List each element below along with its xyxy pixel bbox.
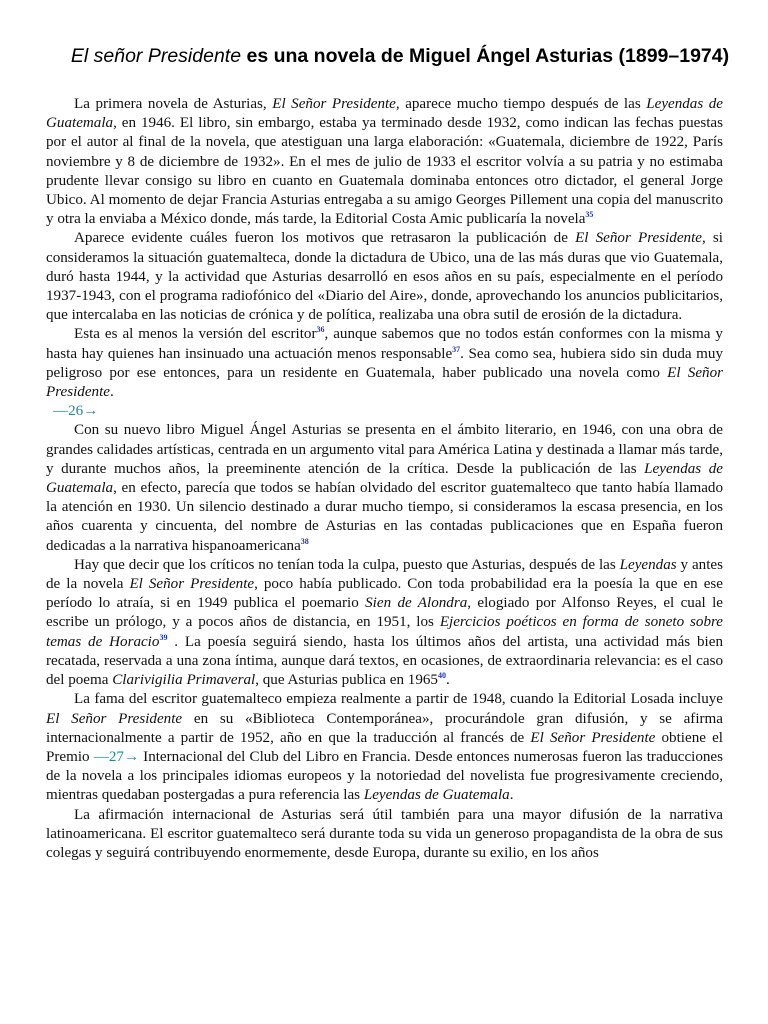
paragraph-2: Aparece evidente cuáles fueron los motivos que retrasaron la publicación de El Señor Presidente, si consideramos la situación guatemalteca, donde la dictadura de Ubico, una de las más duras que vio Guatemala, duró hasta 1944, y la actividad que Asturias desarrolló en esos años en su país, especialmente en el período 1937-1943, con el programa radiofónico del «Diario del Aire», donde, aprovechando los anuncios publicitarios, que intercalaba en las noticias de crónica y de política, realizaba una obra sutil de erosión de la dictadura. (46, 230, 723, 324)
footnote-link-40[interactable]: 40 (437, 671, 446, 681)
footnote-link-36[interactable]: 36 (316, 325, 325, 335)
paragraph-3: Esta es al menos la versión del escritor$^{36}$, aunque sabemos que no todos están conformes con la misma y hasta hay quienes han insinuado una actuación menos responsable$^{37}$. Sea como sea, hubiera sido sin duda muy peligroso por ese entonces, para un residente en Guatemala, haber publicado una novela como El Señor Presidente. (46, 325, 723, 401)
paragraph-5: Hay que decir que los críticos no tenían toda la culpa, puesto que Asturias, después de las Leyendas y antes de la novela El Señor Presidente, poco había publicado. Con toda probabilidad era la poesía la que en ese período lo atraía, si en 1949 publica el poemario Sien de Alondra, elogiado por Alfonso Reyes, el cual le escribe un prólogo, y a pocos años de distancia, en 1951, los Ejercicios poéticos en forma de soneto sobre temas de Horacio$^{39}$ . La poesía seguirá siendo, hasta los últimos años del artista, una actividad más bien recatada, reservada a una zona íntima, aunque dará textos, en ocasiones, de extraordinaria relevancia: es el caso del poema Clarivigilia Primaveral, que Asturias publica en 1965$^{40}$. (46, 556, 723, 689)
page-marker-27[interactable]: —27→ (93, 748, 140, 765)
article-body (46, 95, 723, 863)
paragraph-6: La fama del escritor guatemalteco empieza realmente a partir de 1948, cuando la Editorial Losada incluye El Señor Presidente en su «Biblioteca Contemporánea», procurándole gran difusión, y se afirma internacionalmente a partir de 1952, año en que la traducción al francés de El Señor Presidente obtiene el Premio —27→ Internacional del Club del Libro en Francia. Desde entonces numerosas fueron las traducciones de la novela a los principales idiomas europeos y la notoriedad del novelista fue progresivamente creciendo, mientras quedaban postergadas a pura referencia las Leyendas de Guatemala. (46, 691, 724, 804)
page-marker-26-line (46, 402, 723, 421)
title-rest: es una novela de Miguel Ángel Asturias (1899–1974) (241, 45, 730, 67)
paragraph-4: Con su nuevo libro Miguel Ángel Asturias se presenta en el ámbito literario, en 1946, con una obra de grandes calidades artísticas, centrada en un argumento vital para América Latina y destinada a llamar más tarde, y durante muchos años, la preeminente atención de la crítica. Desde la publicación de las Leyendas de Guatemala, en efecto, parecía que todos se habían olvidado del escritor guatemalteco que tanto había llamado la atención en 1930. Un silencio destinado a durar mucho tiempo, si consideramos la escasa presencia, en los años cuarenta y cincuenta, del nombre de Asturias en las contadas publicaciones que en España fueron dedicadas a la narrativa hispanoamericana$^{38}$ (46, 422, 723, 554)
footnote-link-38[interactable]: 38 (300, 536, 309, 546)
page-marker-26[interactable]: —26→ (53, 403, 99, 420)
title-italic: El señor Presidente (70, 45, 242, 67)
paragraph-1: La primera novela de Asturias, El Señor Presidente, aparece mucho tiempo después de las Leyendas de Guatemala, en 1946. El libro, sin embargo, estaba ya terminado desde 1932, como indican las fechas puestas por el autor al final de la novela, que atestiguan una larga elaboración: «Guatemala, diciembre de 1922, París noviembre y 8 de diciembre de 1932». En el mes de julio de 1933 el escritor volvía a su patria y no estimaba prudente llevar consigo su libro en cuanto en Guatemala dominaba entonces otro dictador, el general Jorge Ubico. Al momento de dejar Francia Asturias entregaba a su amigo Georges Pillement una copia del manuscrito y otra la enviaba a México donde, más tarde, la Editorial Costa Amic publicaría la novela$^{35}$ (46, 96, 723, 228)
page-title (70, 44, 730, 69)
footnote-link-39[interactable]: 39 (159, 632, 168, 642)
footnote-link-37[interactable]: 37 (452, 344, 461, 354)
footnote-link-35[interactable]: 35 (585, 210, 594, 220)
paragraph-7: La afirmación internacional de Asturias será útil también para una mayor difusión de la narrativa latinoamericana. El escritor guatemalteco será durante toda su vida un generoso propagandista de la obra de sus colegas y seguirá contribuyendo enormemente, desde Europa, durante su exilio, en los años (46, 806, 723, 861)
